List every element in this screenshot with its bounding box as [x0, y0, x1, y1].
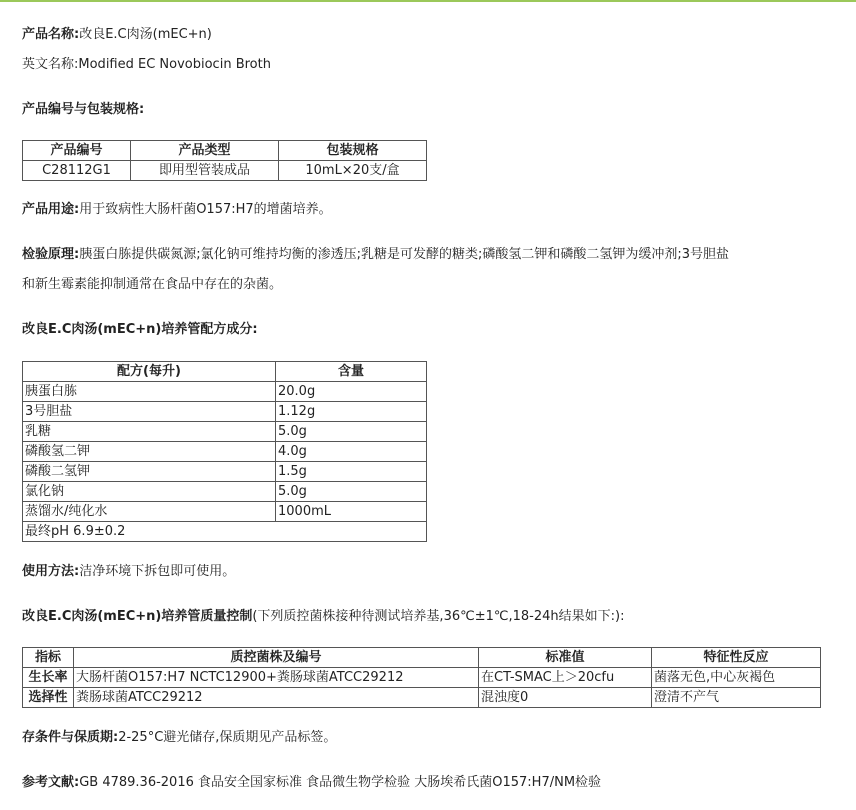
- table-row: [23, 402, 427, 422]
- table-row: [23, 422, 427, 442]
- table-cell: C28112G1: [23, 161, 131, 181]
- usage-value: 用于致病性大肠杆菌O157:H7的增菌培养。: [79, 202, 332, 217]
- qc-heading-bold: 改良E.C肉汤(mEC+n)培养管质量控制: [22, 609, 253, 624]
- table-cell: 胰蛋白胨: [23, 382, 276, 402]
- table-row: [23, 442, 427, 462]
- reference-label: 参考文献:: [22, 775, 80, 790]
- product-name-label: 产品名称:: [22, 27, 80, 42]
- table-header-row: [23, 362, 427, 382]
- formula-heading: 改良E.C肉汤(mEC+n)培养管配方成分:: [22, 322, 258, 337]
- principle-label: 检验原理:: [22, 247, 80, 262]
- principle-line-2: 和新生霉素能抑制通常在食品中存在的杂菌。: [22, 277, 283, 292]
- table-header-row: [23, 141, 427, 161]
- table-cell: 3号胆盐: [23, 402, 276, 422]
- table-cell: 最终pH 6.9±0.2: [23, 522, 427, 542]
- formula-table: [22, 361, 427, 542]
- table-cell: 菌落无色,中心灰褐色: [652, 668, 821, 688]
- table-header: 产品类型: [131, 141, 279, 161]
- spec-table: [22, 140, 427, 181]
- table-header: 指标: [23, 648, 74, 668]
- storage-line: [22, 728, 336, 748]
- table-row: [23, 668, 821, 688]
- table-cell: 粪肠球菌ATCC29212: [74, 688, 479, 708]
- method-label: 使用方法:: [22, 564, 80, 579]
- method-line: [22, 562, 235, 582]
- table-header: 包装规格: [279, 141, 427, 161]
- table-cell: 在CT-SMAC上＞20cfu: [479, 668, 652, 688]
- storage-value: 2-25°C避光储存,保质期见产品标签。: [118, 730, 337, 745]
- qc-table: [22, 647, 821, 708]
- table-cell: 磷酸氢二钾: [23, 442, 276, 462]
- product-name-line: [22, 25, 212, 45]
- principle-text-1: 胰蛋白胨提供碳氮源;氯化钠可维持均衡的渗透压;乳糖是可发酵的糖类;磷酸氢二钾和磷酸二氢钾为缓冲剂;3号胆盐: [79, 247, 729, 262]
- usage-line: [22, 200, 332, 220]
- table-cell: 蒸馏水/纯化水: [23, 502, 276, 522]
- table-row: [23, 688, 821, 708]
- qc-heading: [22, 607, 624, 627]
- table-cell: 氯化钠: [23, 482, 276, 502]
- table-row: [23, 462, 427, 482]
- table-header: 配方(每升): [23, 362, 276, 382]
- storage-label: 存条件与保质期:: [22, 730, 119, 745]
- spec-heading: 产品编号与包装规格:: [22, 102, 145, 117]
- table-header-row: [23, 648, 821, 668]
- table-cell: 10mL×20支/盒: [279, 161, 427, 181]
- table-cell: 磷酸二氢钾: [23, 462, 276, 482]
- table-header: 标准值: [479, 648, 652, 668]
- table-cell: 乳糖: [23, 422, 276, 442]
- reference-value: GB 4789.36-2016 食品安全国家标准 食品微生物学检验 大肠埃希氏菌O157:H7/NM检验: [79, 775, 602, 790]
- usage-label: 产品用途:: [22, 202, 80, 217]
- table-header: 产品编号: [23, 141, 131, 161]
- table-row: [23, 382, 427, 402]
- table-cell: 5.0g: [276, 422, 427, 442]
- table-cell: 即用型管装成品: [131, 161, 279, 181]
- table-header: 质控菌株及编号: [74, 648, 479, 668]
- table-cell: 1.5g: [276, 462, 427, 482]
- table-cell: 1000mL: [276, 502, 427, 522]
- table-cell: 4.0g: [276, 442, 427, 462]
- table-cell: 生长率: [23, 668, 74, 688]
- reference-line: [22, 773, 601, 793]
- table-cell: 大肠杆菌O157:H7 NCTC12900+粪肠球菌ATCC29212: [74, 668, 479, 688]
- table-header: 特征性反应: [652, 648, 821, 668]
- table-row: [23, 482, 427, 502]
- table-footer-row: [23, 522, 427, 542]
- qc-heading-normal: (下列质控菌株接种待测试培养基,36℃±1℃,18-24h结果如下:):: [252, 609, 625, 624]
- table-row: [23, 502, 427, 522]
- table-header: 含量: [276, 362, 427, 382]
- english-name-label: 英文名称:: [22, 57, 79, 72]
- english-name-value: Modified EC Novobiocin Broth: [78, 57, 271, 72]
- table-cell: 20.0g: [276, 382, 427, 402]
- table-cell: 1.12g: [276, 402, 427, 422]
- table-cell: 混浊度0: [479, 688, 652, 708]
- top-border: [0, 0, 856, 2]
- product-name-value: 改良E.C肉汤(mEC+n): [79, 27, 212, 42]
- principle-line-1: [22, 245, 729, 265]
- english-name-line: [22, 55, 271, 75]
- table-cell: 选择性: [23, 688, 74, 708]
- table-cell: 澄清不产气: [652, 688, 821, 708]
- table-row: [23, 161, 427, 181]
- table-cell: 5.0g: [276, 482, 427, 502]
- method-value: 洁净环境下拆包即可使用。: [79, 564, 236, 579]
